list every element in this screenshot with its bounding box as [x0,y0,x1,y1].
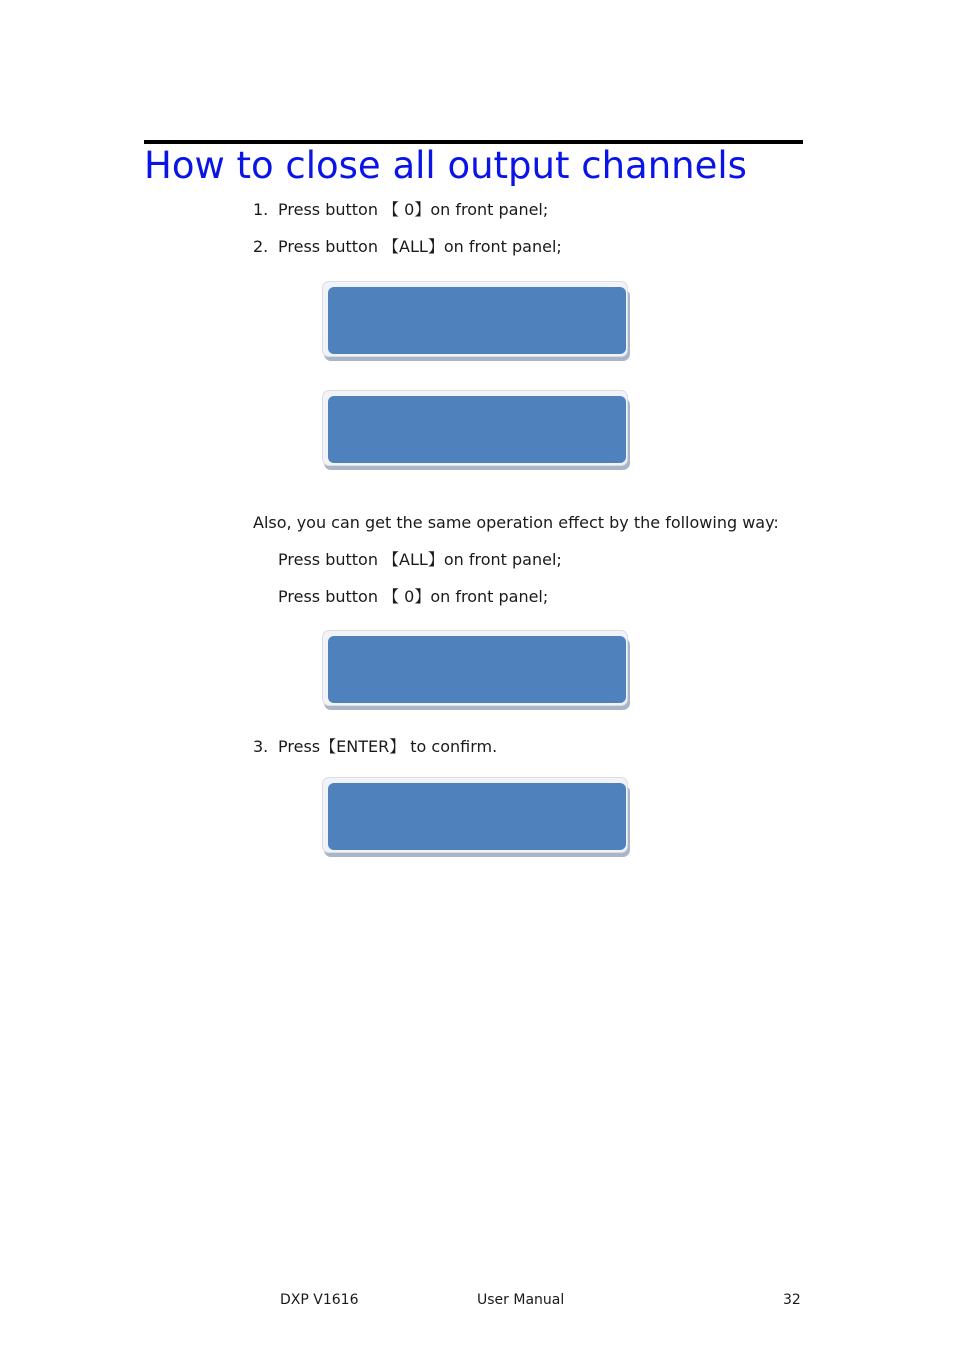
step-1-text: Press button 【 0】on front panel; [278,200,549,219]
step-1-number: 1. [253,200,269,219]
step-3-number: 3. [253,737,269,756]
lcd-display-screen [328,783,626,850]
lcd-display-screen [328,396,626,463]
lcd-display-frame [322,281,628,357]
lcd-display-frame [322,777,628,853]
alternative-intro: Also, you can get the same operation effect by the following way: [253,513,779,532]
lcd-display-screen [328,287,626,354]
footer-product: DXP V1616 [280,1292,359,1308]
step-1 [253,200,548,220]
alternative-line-2: Press button 【 0】on front panel; [278,587,549,606]
lcd-display-1 [322,281,632,363]
footer-page-number: 32 [783,1292,801,1308]
lcd-display-2 [322,390,632,472]
lcd-display-4 [322,777,632,859]
step-2-number: 2. [253,237,269,256]
footer-doc-type: User Manual [477,1292,565,1308]
step-3-text: Press【ENTER】 to confirm. [278,737,498,756]
lcd-display-frame [322,390,628,466]
step-3 [253,737,497,757]
lcd-display-screen [328,636,626,703]
lcd-display-frame [322,630,628,706]
alternative-line-1: Press button 【ALL】on front panel; [278,550,562,569]
page-title: How to close all output channels [144,144,747,187]
step-2-text: Press button 【ALL】on front panel; [278,237,562,256]
step-2 [253,237,562,257]
lcd-display-3 [322,630,632,712]
